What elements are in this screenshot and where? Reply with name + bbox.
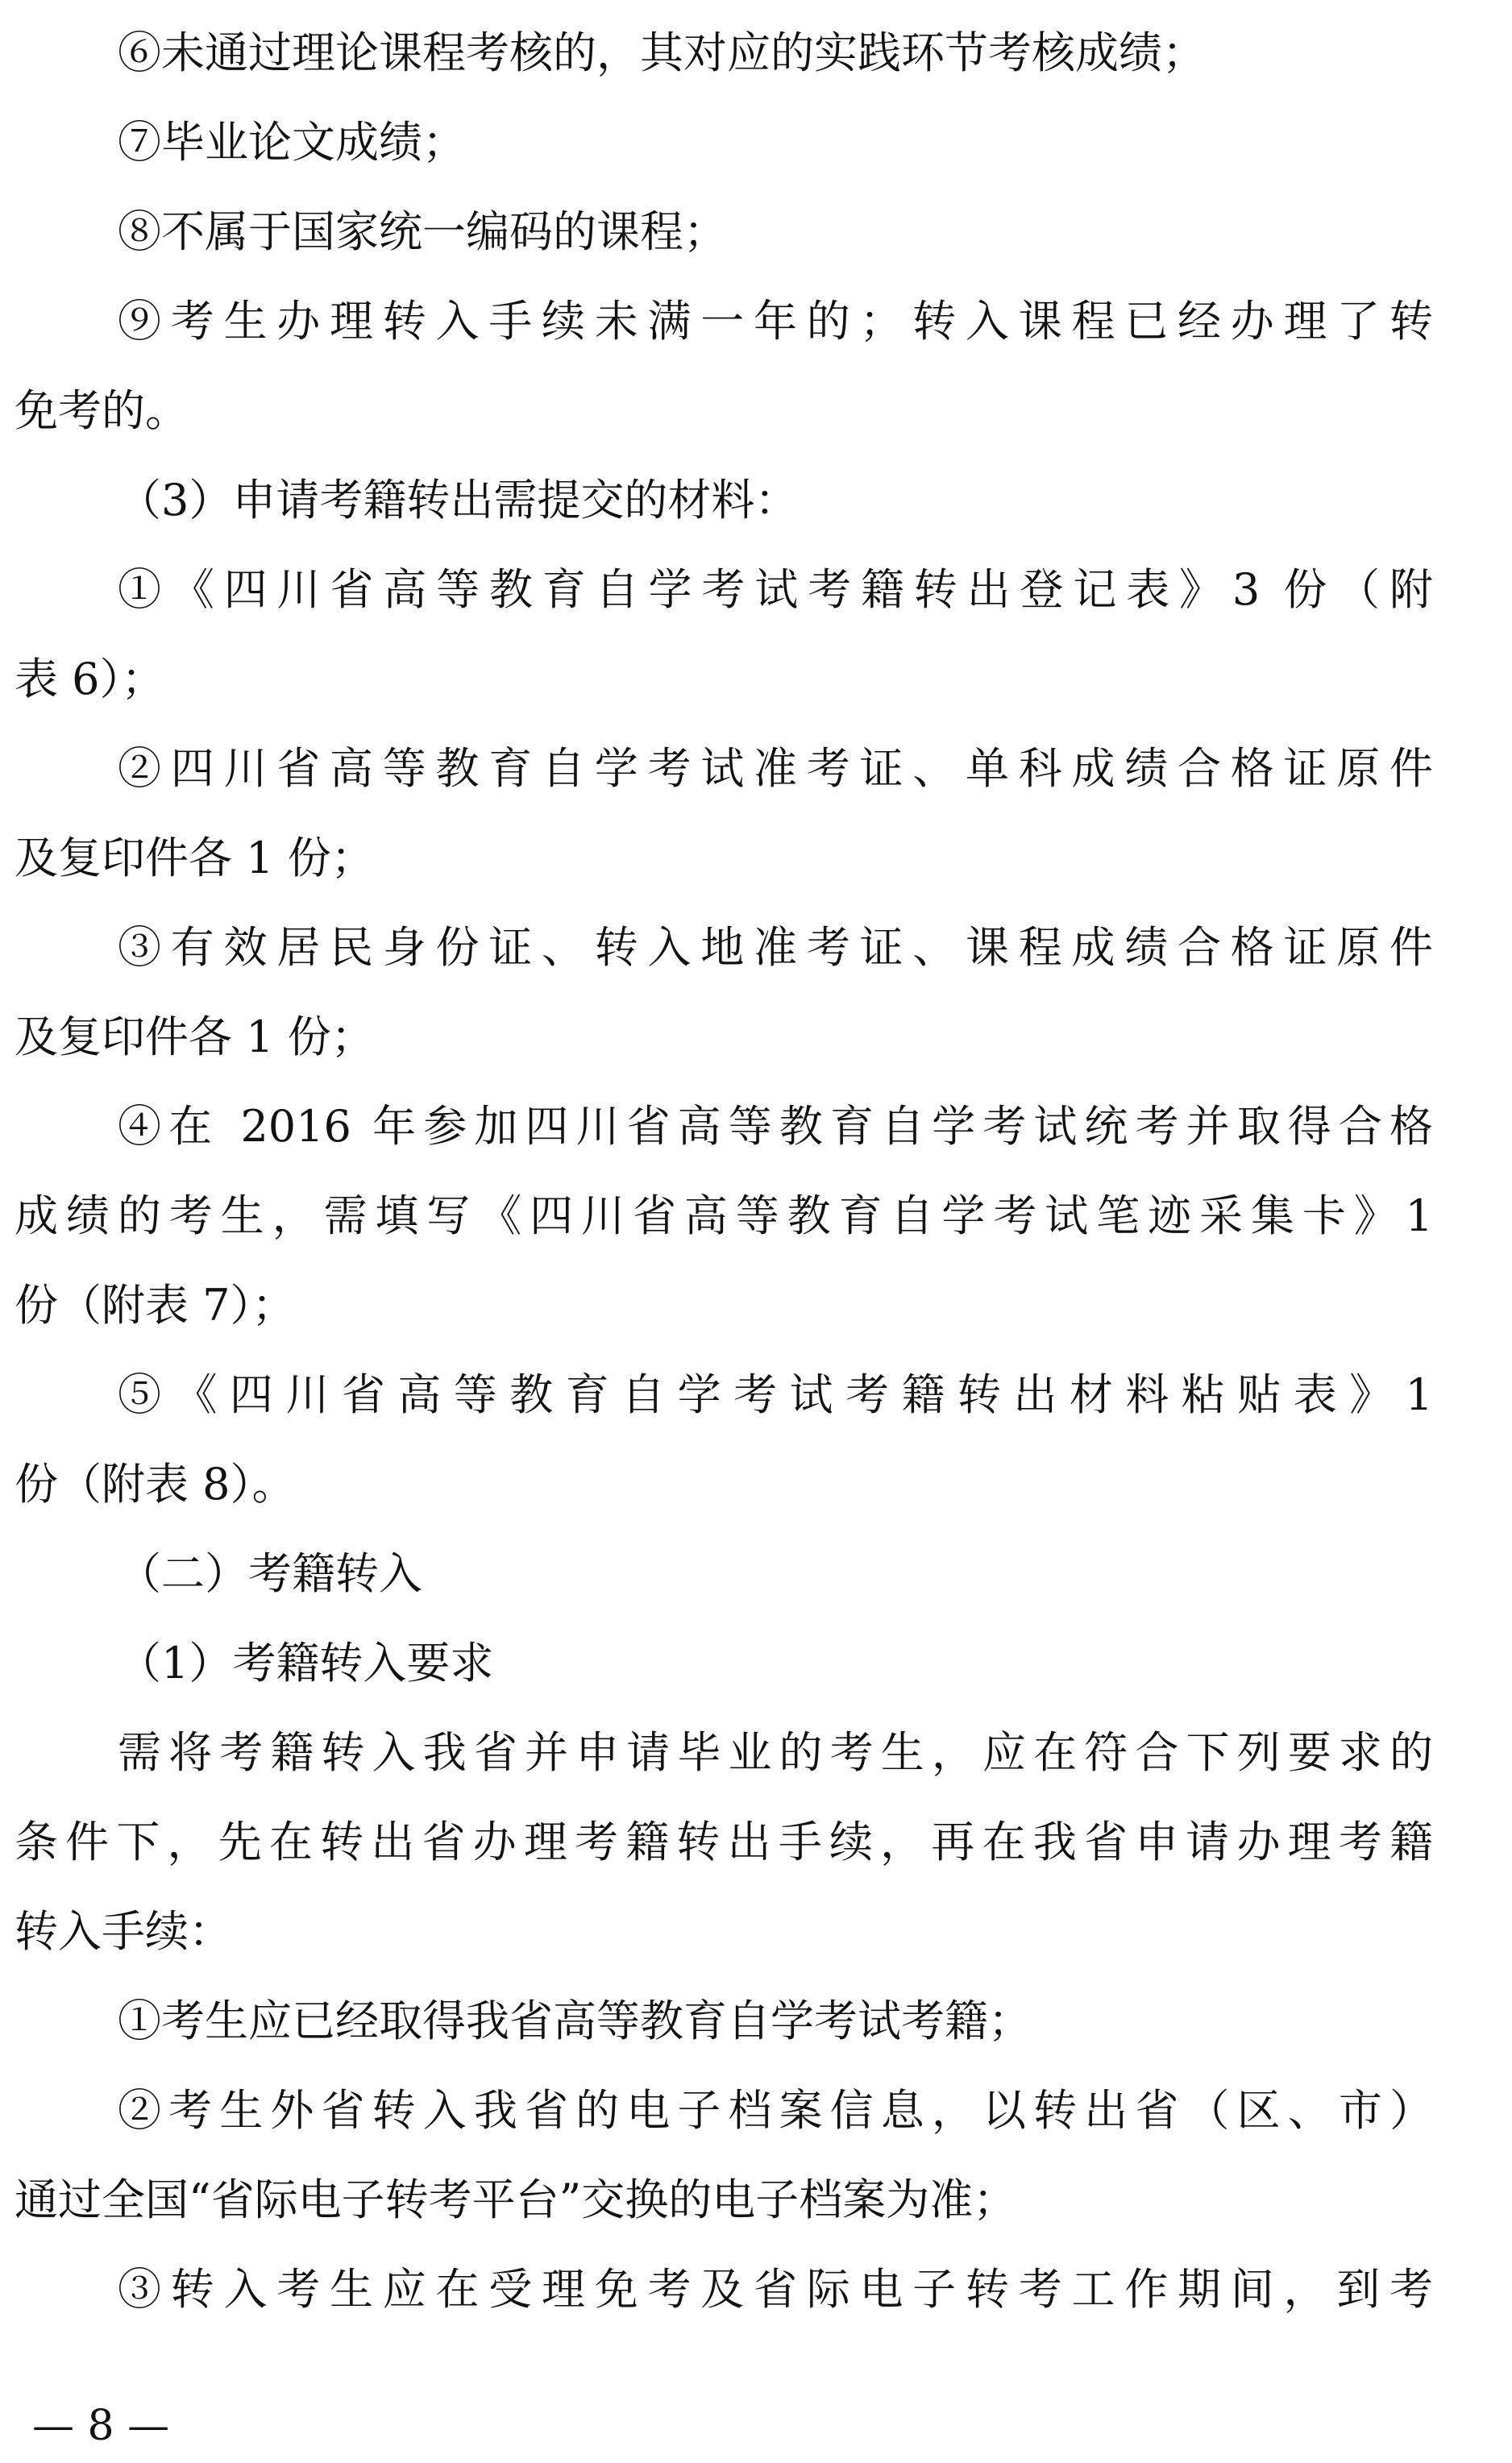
- text-line-7: ①《四川省高等教育自学考试考籍转出登记表》3 份（附: [118, 564, 1433, 615]
- text-line-23: ①考生应已经取得我省高等教育自学考试考籍；: [118, 1996, 1032, 2046]
- text-line-22: 转入手续：: [15, 1906, 232, 1957]
- text-line-21: 条件下，先在转出省办理考籍转出手续，再在我省申请办理考籍: [15, 1817, 1433, 1867]
- text-line-26: ③转入考生应在受理免考及省际电子转考工作期间，到考: [118, 2264, 1433, 2315]
- page-number: — 8 —: [32, 2402, 170, 2450]
- document-body: [15, 8, 1433, 2334]
- text-line-11: ③有效居民身份证、转入地准考证、课程成绩合格证原件: [118, 922, 1433, 973]
- text-line-5: 免考的。: [15, 385, 189, 436]
- text-line-8: 表 6）；: [15, 654, 165, 704]
- text-line-12: 及复印件各 1 份；: [15, 1011, 375, 1062]
- text-line-25: 通过全国“省际电子转考平台”交换的电子档案为准；: [15, 2174, 1017, 2225]
- text-line-13: ④在 2016 年参加四川省高等教育自学考试统考并取得合格: [118, 1101, 1433, 1152]
- text-line-16: ⑤《四川省高等教育自学考试考籍转出材料粘贴表》1: [118, 1369, 1433, 1420]
- section-heading-transfer-in-requirements: （1）考籍转入要求: [118, 1638, 494, 1688]
- text-line-20: 需将考籍转入我省并申请毕业的考生，应在符合下列要求的: [118, 1727, 1433, 1778]
- text-line-9: ②四川省高等教育自学考试准考证、单科成绩合格证原件: [118, 743, 1433, 794]
- text-line-14: 成绩的考生，需填写《四川省高等教育自学考试笔迹采集卡》1: [15, 1190, 1433, 1241]
- text-line-17: 份（附表 8）。: [15, 1459, 296, 1510]
- text-line-2: ⑦毕业论文成绩；: [118, 117, 466, 168]
- text-line-1: ⑥未通过理论课程考核的，其对应的实践环节考核成绩；: [118, 27, 1206, 78]
- section-heading-transfer-in: （二）考籍转入: [118, 1548, 422, 1599]
- text-line-4: ⑨考生办理转入手续未满一年的；转入课程已经办理了转: [118, 296, 1433, 347]
- text-line-15: 份（附表 7）；: [15, 1280, 296, 1331]
- text-line-3: ⑧不属于国家统一编码的课程；: [118, 206, 727, 257]
- text-line-10: 及复印件各 1 份；: [15, 833, 375, 883]
- section-heading-materials: （3）申请考籍转出需提交的材料：: [118, 475, 799, 525]
- text-line-24: ②考生外省转入我省的电子档案信息，以转出省（区、市）: [118, 2085, 1433, 2136]
